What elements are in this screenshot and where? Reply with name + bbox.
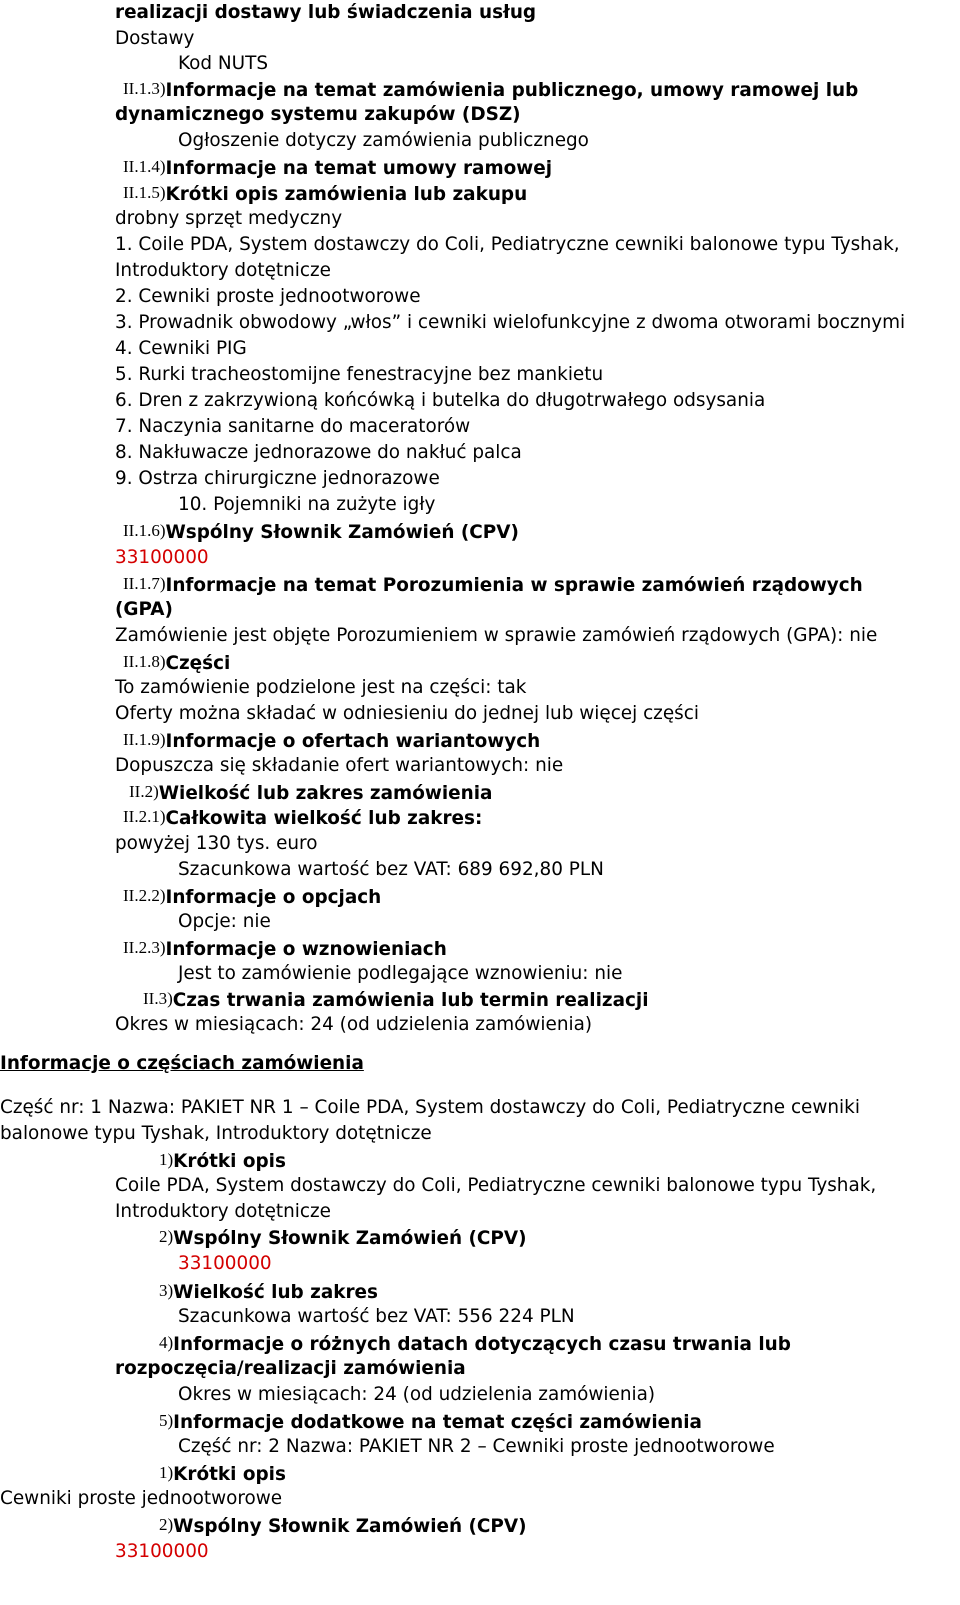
section-heading [123, 727, 540, 755]
section-number: II.1.7) [123, 574, 166, 593]
section-title: Informacje o opcjach [165, 887, 382, 908]
section-title: Krótki opis [173, 1151, 286, 1172]
section-heading [123, 76, 858, 104]
section-heading [123, 804, 482, 832]
description-line: 4. Cewniki PIG [115, 338, 247, 359]
section-number: II.3) [143, 989, 173, 1008]
description-line: Introduktory dotętnicze [115, 260, 331, 281]
section-number: II.2) [129, 782, 159, 801]
section-number: II.1.8) [123, 652, 166, 671]
section-title: Krótki opis [173, 1464, 286, 1485]
description-line: 2. Cewniki proste jednootworowe [115, 286, 421, 307]
description-line: 10. Pojemniki na zużyte igły [178, 494, 436, 515]
part-section-heading [159, 1408, 702, 1436]
section-number: II.1.6) [123, 521, 166, 540]
section-heading [123, 649, 230, 677]
section-value: Jest to zamówienie podlegające wznowieniu: nie [178, 963, 623, 984]
part-header: balonowe typu Tyshak, Introduktory dotętnicze [0, 1123, 432, 1144]
section-heading [123, 571, 863, 599]
description-line: 3. Prowadnik obwodowy „włos” i cewniki wielofunkcyjne z dwoma otworami bocznymi [115, 312, 906, 333]
description-line: 6. Dren z zakrzywioną końcówką i butelka do długotrwałego odsysania [115, 390, 766, 411]
description-line: 5. Rurki tracheostomijne fenestracyjne bez mankietu [115, 364, 604, 385]
section-heading [123, 883, 381, 911]
section-title: Wspólny Słownik Zamówień (CPV) [173, 1516, 527, 1537]
section-number: 1) [159, 1150, 174, 1169]
text-line: Kod NUTS [178, 53, 269, 74]
section-heading [123, 935, 447, 963]
section-number: II.2.3) [123, 938, 166, 957]
section-number: II.2.1) [123, 807, 166, 826]
section-number: II.1.9) [123, 730, 166, 749]
section-value: Zamówienie jest objęte Porozumieniem w sprawie zamówień rządowych (GPA): nie [115, 625, 878, 646]
section-title: Części [165, 653, 231, 674]
section-title: Informacje na temat zamówienia publicznego, umowy ramowej lub [165, 80, 859, 101]
section-heading-continued: realizacji dostawy lub świadczenia usług [115, 2, 537, 23]
section-title-continued: (GPA) [115, 599, 173, 620]
section-title: Wspólny Słownik Zamówień (CPV) [173, 1228, 527, 1249]
section-title: Informacje dodatkowe na temat części zamówienia [173, 1412, 702, 1433]
section-heading [123, 154, 552, 182]
section-number: II.1.3) [123, 79, 166, 98]
section-heading [129, 779, 492, 807]
section-title: Informacje na temat Porozumienia w sprawie zamówień rządowych [165, 575, 863, 596]
section-title: Wspólny Słownik Zamówień (CPV) [165, 522, 519, 543]
cpv-code: 33100000 [115, 547, 209, 568]
description-line: 7. Naczynia sanitarne do maceratorów [115, 416, 471, 437]
section-title-continued: dynamicznego systemu zakupów (DSZ) [115, 104, 521, 125]
section-number: 5) [159, 1411, 174, 1430]
text-line: Dostawy [115, 28, 195, 49]
section-title: Wielkość lub zakres zamówienia [158, 783, 493, 804]
part-section-heading [159, 1147, 286, 1175]
section-value: powyżej 130 tys. euro [115, 833, 318, 854]
cpv-code: 33100000 [115, 1541, 209, 1562]
section-value: Szacunkowa wartość bez VAT: 689 692,80 PLN [178, 859, 604, 880]
section-number: 3) [159, 1281, 174, 1300]
section-value: Okres w miesiącach: 24 (od udzielenia zamówienia) [178, 1384, 656, 1405]
section-number: 4) [159, 1333, 174, 1352]
section-title: Całkowita wielkość lub zakres: [165, 808, 483, 829]
part-header: Część nr: 2 Nazwa: PAKIET NR 2 – Cewniki proste jednootworowe [178, 1436, 775, 1457]
section-number: 1) [159, 1463, 174, 1482]
section-number: II.2.2) [123, 886, 166, 905]
section-value: Introduktory dotętnicze [115, 1201, 331, 1222]
part-header: Część nr: 1 Nazwa: PAKIET NR 1 – Coile PDA, System dostawczy do Coli, Pediatryczne cewniki [0, 1097, 860, 1118]
section-title: Czas trwania zamówienia lub termin realizacji [172, 990, 649, 1011]
description-line: drobny sprzęt medyczny [115, 208, 343, 229]
section-heading [143, 986, 649, 1014]
description-line: 1. Coile PDA, System dostawczy do Coli, Pediatryczne cewniki balonowe typu Tyshak, [115, 234, 900, 255]
description-line: 8. Nakłuwacze jednorazowe do nakłuć palca [115, 442, 522, 463]
cpv-code: 33100000 [178, 1253, 272, 1274]
part-section-heading [159, 1512, 527, 1540]
section-value: Coile PDA, System dostawczy do Coli, Pediatryczne cewniki balonowe typu Tyshak, [115, 1175, 877, 1196]
section-value: Opcje: nie [178, 911, 271, 932]
section-value: Szacunkowa wartość bez VAT: 556 224 PLN [178, 1306, 575, 1327]
description-line: 9. Ostrza chirurgiczne jednorazowe [115, 468, 440, 489]
section-value: Dopuszcza się składanie ofert wariantowych: nie [115, 755, 564, 776]
section-number: II.1.4) [123, 157, 166, 176]
section-title: Informacje o ofertach wariantowych [165, 731, 541, 752]
section-title: Informacje o wznowieniach [165, 939, 447, 960]
section-value: Cewniki proste jednootworowe [0, 1488, 283, 1509]
part-section-heading [159, 1278, 378, 1306]
section-title: Informacje o różnych datach dotyczących czasu trwania lub [173, 1334, 791, 1355]
section-value: To zamówienie podzielone jest na części: tak [115, 677, 527, 698]
section-value: Ogłoszenie dotyczy zamówienia publicznego [178, 130, 589, 151]
section-title: Wielkość lub zakres [173, 1282, 378, 1303]
section-number: 2) [159, 1227, 174, 1246]
section-number: 2) [159, 1515, 174, 1534]
part-section-heading [159, 1330, 791, 1358]
section-value: Oferty można składać w odniesieniu do jednej lub więcej części [115, 703, 699, 724]
part-section-heading [159, 1224, 527, 1252]
section-heading [123, 180, 527, 208]
section-title: Informacje na temat umowy ramowej [165, 158, 553, 179]
section-title: Krótki opis zamówienia lub zakupu [165, 184, 528, 205]
section-title-continued: rozpoczęcia/realizacji zamówienia [115, 1358, 466, 1379]
parts-heading: Informacje o częściach zamówienia [0, 1053, 364, 1074]
section-value: Okres w miesiącach: 24 (od udzielenia zamówienia) [115, 1014, 593, 1035]
section-number: II.1.5) [123, 183, 166, 202]
section-heading [123, 518, 519, 546]
part-section-heading [159, 1460, 286, 1488]
